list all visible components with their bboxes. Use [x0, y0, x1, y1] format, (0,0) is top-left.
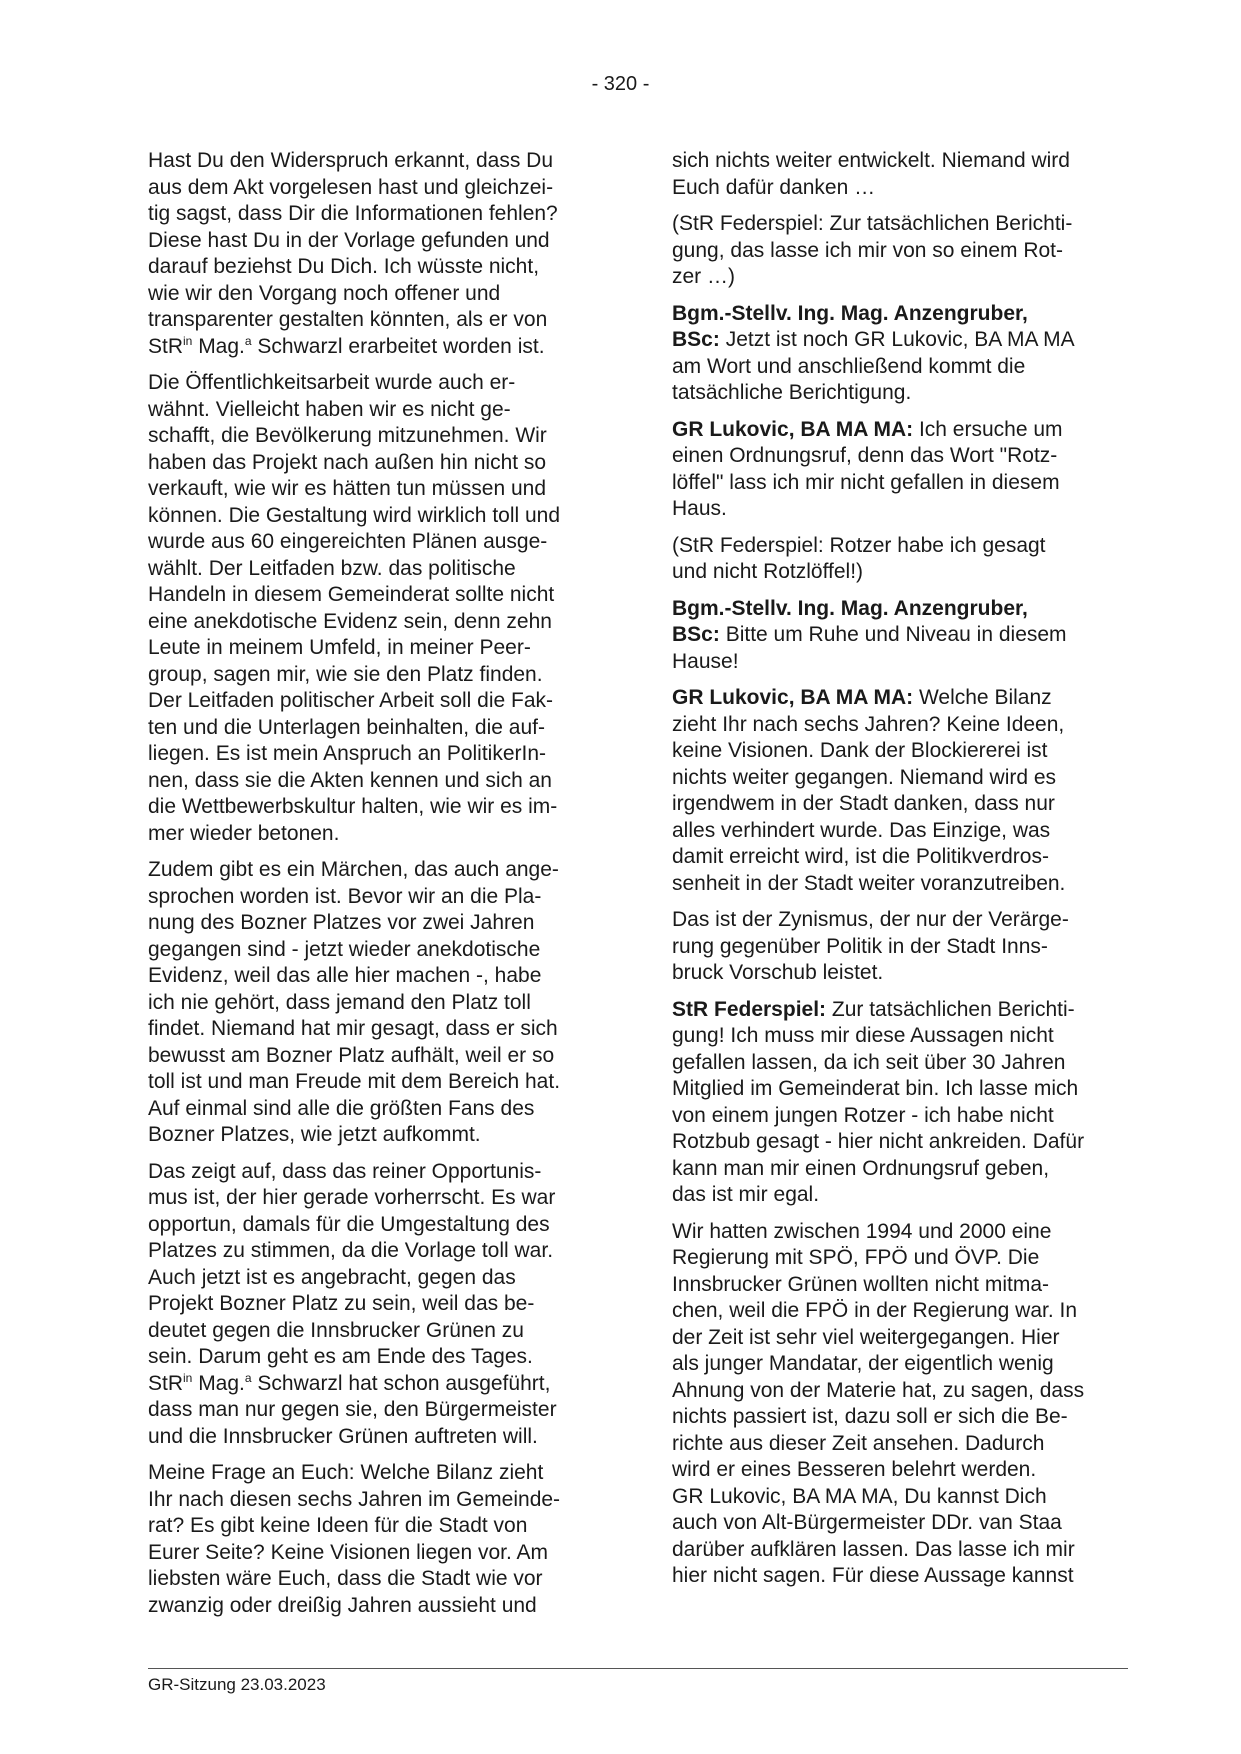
speech — [672, 997, 1124, 1209]
speaker-name: GR Lukovic, BA MA MA: — [672, 417, 914, 441]
paragraph — [148, 1159, 600, 1451]
interjection: (StR Federspiel: Zur tatsächlichen Berichti- gung, das lasse ich mir von so einem Rot- zer …) — [672, 212, 1073, 288]
paragraph-text: Mag. — [192, 334, 245, 358]
paragraph-text: Schwarzl erarbeitet worden ist. — [251, 334, 545, 358]
paragraph-text: Schwarzl hat schon ausgeführt, dass man nur gegen sie, den Bürgermeister und die Innsbrucker Grünen auftreten will. — [148, 1371, 557, 1448]
paragraph-text: Mag. — [192, 1371, 245, 1395]
speaker-name: GR Lukovic, BA MA MA: — [672, 686, 914, 709]
right-column — [672, 148, 1124, 1600]
speech — [672, 685, 1124, 897]
superscript: in — [183, 333, 193, 348]
paragraph: Wir hatten zwischen 1994 und 2000 eine Regierung mit SPÖ, FPÖ und ÖVP. Die Innsbrucker Grünen wollten nicht mitma- chen, weil die FPÖ in der Regierung war. In der Zeit ist sehr viel weitergegangen. Hier als junger Mandatar, der eigentlich wenig Ahnung von der Materie hat, zu sagen, dass nichts passiert ist, dazu soll er sich die Be- richte aus dieser Zeit ansehen. Dadurch wird er eines Besseren belehrt werden. GR Lukovic, BA MA MA, Du kannst Dich auch von Alt-Bürgermeister DDr. van Staa darüber aufklären lassen. Das lasse ich mir hier nicht sagen. Für diese Aussage kannst — [672, 1219, 1085, 1587]
speaker-name: StR Federspiel: — [672, 997, 827, 1021]
speech — [672, 301, 1124, 407]
paragraph: Das ist der Zynismus, der nur der Verärge- rung gegenüber Politik in der Stadt Inns- bruck Vorschub leistet. — [672, 908, 1069, 984]
paragraph-text: Das zeigt auf, dass das reiner Opportunis- mus ist, der hier gerade vorherrscht. Es war opportun, damals für die Umgestaltung des Platzes zu stimmen, da die Vorlage toll war. Auch jetzt ist es angebracht, gegen das Projekt Bozner Platz zu sein, weil das be- deutet gegen die Innsbrucker Grünen zu sein. Darum geht es am Ende des Tages. — [148, 1159, 556, 1368]
footer-session-date: GR-Sitzung 23.03.2023 — [148, 1675, 326, 1694]
paragraph — [148, 148, 600, 360]
speech — [672, 596, 1124, 676]
paragraph-text: Hast Du den Widerspruch erkannt, dass Du aus dem Akt vorgelesen hast und gleichzei- tig sagst, dass Dir die Informationen fehlen? Diese hast Du in der Vorlage gefunden und darauf beziehst Du Dich. Ich wüsste nicht, wie wir den Vorgang noch offener und transparenter gestalten könnten, als er von — [148, 149, 558, 331]
footer-divider — [148, 1668, 1128, 1669]
speaker-name: Bgm.-Stellv. Ing. Mag. Anzengruber, BSc: — [672, 301, 1028, 351]
paragraph: Zudem gibt es ein Märchen, das auch ange- sprochen worden ist. Bevor wir an die Pla- nung des Bozner Platzes vor zwei Jahren gegangen sind - jetzt wieder anekdotische Evidenz, weil das alle hier machen -, habe ich nie gehört, dass jemand den Platz toll findet. Niemand hat mir gesagt, dass er sich bewusst am Bozner Platz aufhält, weil er so toll ist und man Freude mit dem Bereich hat. Auf einmal sind alle die größten Fans des Bozner Platzes, wie jetzt aufkommt. — [148, 858, 561, 1146]
superscript: in — [183, 1370, 193, 1385]
speech-text: Ich ersuche um einen Ordnungsruf, denn das Wort "Rotz- löffel" lass ich mir nicht gefallen in diesem Haus. — [672, 417, 1063, 520]
paragraph-text: StR — [148, 334, 184, 358]
left-column — [148, 148, 600, 1629]
speech-text: Zur tatsächlichen Berichti- gung! Ich muss mir diese Aussagen nicht gefallen lassen, da ich seit über 30 Jahren Mitglied im Gemeinderat bin. Ich lasse mich von einem jungen Rotzer - ich habe nicht Rotzbub gesagt - hier nicht ankreiden. Dafür kann man mir einen Ordnungsruf geben, das ist mir egal. — [672, 997, 1085, 1206]
speech-text: Welche Bilanz zieht Ihr nach sechs Jahren? Keine Ideen, keine Visionen. Dank der Blockiererei ist nichts weiter gegangen. Niemand wird es irgendwem in der Stadt danken, dass nur alles verhindert wurde. Das Einzige, was damit erreicht wird, ist die Politikverdros- senheit in der Stadt weiter voranzutreiben. — [672, 686, 1066, 895]
superscript: a — [244, 1370, 252, 1385]
paragraph: Die Öffentlichkeitsarbeit wurde auch er- wähnt. Vielleicht haben wir es nicht ge- schafft, die Bevölkerung mitzunehmen. Wir haben das Projekt nach außen hin nicht so verkauft, wie wir es hätten tun müssen und können. Die Gestaltung wird wirklich toll und wurde aus 60 eingereichten Plänen ausge- wählt. Der Leitfaden bzw. das politische Handeln in diesem Gemeinderat sollte nicht eine anekdotische Evidenz sein, denn zehn Leute in meinem Umfeld, in meiner Peer- group, sagen mir, wie sie den Platz finden. Der Leitfaden politischer Arbeit soll die Fak- ten und die Unterlagen beinhalten, die auf- liegen. Es ist mein Anspruch an PolitikerIn- nen, dass sie die Akten kennen und sich an die Wettbewerbskultur halten, wie wir es im- mer wieder betonen. — [148, 371, 561, 845]
superscript: a — [244, 333, 252, 348]
speech-text: Jetzt ist noch GR Lukovic, BA MA MA am Wort und anschließend kommt die tatsächliche Berichtigung. — [672, 328, 1075, 404]
speech — [672, 417, 1124, 523]
page-number: - 320 - — [591, 73, 650, 95]
paragraph-text: StR — [148, 1371, 184, 1395]
speaker-name: Bgm.-Stellv. Ing. Mag. Anzengruber, BSc: — [672, 596, 1028, 646]
paragraph: sich nichts weiter entwickelt. Niemand wird Euch dafür danken … — [672, 149, 1070, 199]
paragraph: Meine Frage an Euch: Welche Bilanz zieht Ihr nach diesen sechs Jahren im Gemeinde- rat? Es gibt keine Ideen für die Stadt von Eurer Seite? Keine Visionen liegen vor. Am liebsten wäre Euch, dass die Stadt wie vor zwanzig oder dreißig Jahren aussieht und — [148, 1461, 561, 1617]
speech-text: Bitte um Ruhe und Niveau in diesem Hause! — [672, 623, 1067, 673]
interjection: (StR Federspiel: Rotzer habe ich gesagt und nicht Rotzlöffel!) — [672, 533, 1046, 583]
